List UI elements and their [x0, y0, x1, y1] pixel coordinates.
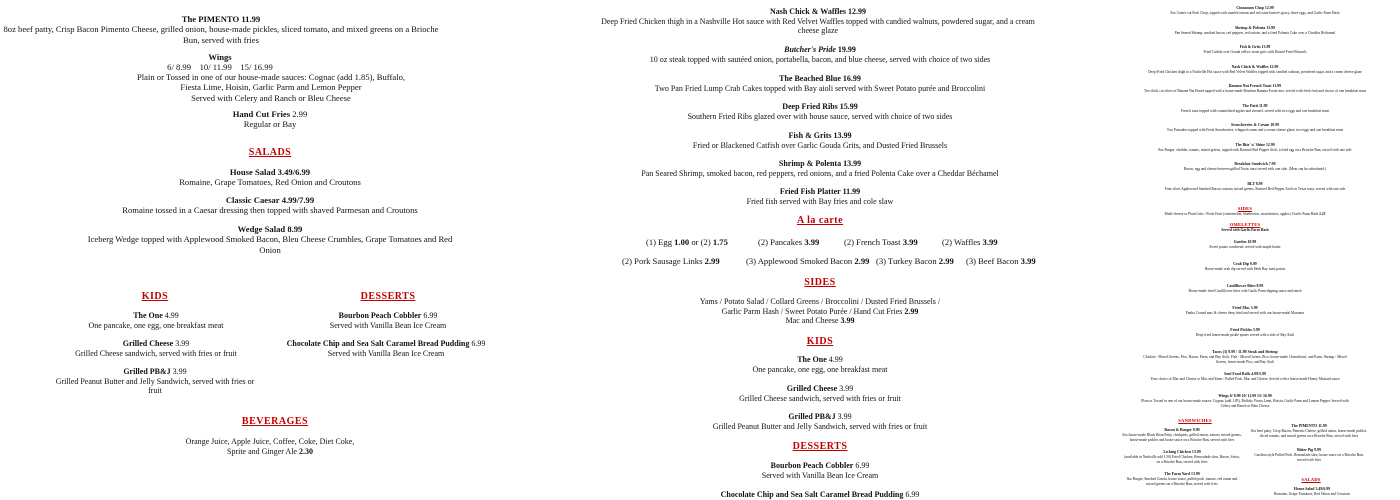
item-desc: Grilled Cheese sandwich, served with fries or fruit: [739, 393, 901, 403]
thumb-item-name: Fried Pickles: [1230, 328, 1252, 332]
item-name: Classic Caesar: [225, 195, 280, 205]
thumb-menu-item: [1140, 182, 1370, 192]
thumb-item-price: 11.99: [1272, 84, 1282, 88]
thumb-menu-item: [1140, 162, 1370, 172]
thumb-item-desc: Romaine, Grape Tomatoes, Red Onion and Croutons: [1274, 492, 1350, 496]
item-name: Wedge Salad: [237, 224, 286, 234]
item-price: 16.99: [842, 74, 861, 83]
thumb-item-desc: Bacon, egg and cheese between grilled Texas toast served with one side. (Meat can be substituted.): [1183, 167, 1327, 171]
thumb-item-price: 6/ 8.99 10/ 11.99 15/ 16.99: [1229, 394, 1272, 398]
section-header-sides: SIDES: [804, 277, 836, 288]
thumb-menu-item: [1140, 240, 1350, 250]
thumb-item-name: Wings: [1218, 394, 1229, 398]
thumb-item-name: Tacos (3): [1212, 350, 1228, 354]
thumb-item-desc: (available in Nashville add 1.50) Fried Chicken, Remoulade slaw, Bacon, Swiss, on a Brioche Bun, served with fries: [1124, 455, 1240, 464]
dessert-item-cobbler: [318, 311, 458, 330]
dessert-item-bread-pudding: [286, 339, 486, 358]
item-desc: Romaine, Grape Tomatoes, Red Onion and Croutons: [179, 177, 361, 188]
thumb-item-name: House Salad: [1293, 487, 1315, 491]
item-desc: One pancake, one egg, one breakfast meat: [752, 364, 888, 374]
item-price: 6.99: [471, 339, 486, 348]
thumb-item-desc: Pan Seared Shrimp, smoked bacon, red peppers, red onions, and a fried Polenta Cake over a Cheddar Béchamel: [1174, 30, 1336, 35]
thumb-item-name: Bacon & Burger: [1164, 428, 1192, 432]
item-desc: Romaine tossed in a Caesar dressing then topped with shaved Parmesan and Croutons: [122, 205, 418, 216]
item-price: 15.99: [839, 102, 858, 111]
item-name: The One: [133, 311, 163, 320]
section-header-beverages: BEVERAGES: [241, 416, 309, 427]
item-served: Served with Celery and Ranch or Bleu Cheese: [191, 92, 351, 103]
thumb-item-price: 9.99 / 11.99 Steak and Shrimp: [1228, 350, 1278, 354]
item-name: Shrimp & Polenta: [778, 159, 842, 168]
thumb-item-name: Shrimp & Polenta: [1234, 25, 1266, 30]
thumb-menu-item: [1140, 123, 1370, 133]
thumb-menu-item: [1140, 6, 1370, 16]
thumb-item-price: 5.99: [1250, 306, 1258, 310]
menu-item-house-salad: [160, 167, 380, 188]
item-name: Chocolate Chip and Sea Salt Caramel Bread Pudding: [720, 490, 904, 499]
right-sides-block: [1140, 206, 1350, 216]
section-header-desserts: DESSERTS: [360, 291, 416, 302]
thumb-item-name: Nash Chick & Waffles: [1231, 64, 1269, 69]
item-desc: One pancake, one egg, one breakfast meat: [88, 320, 224, 330]
thumb-item-price: 12.99: [1269, 64, 1279, 69]
alacarte-item-pork-sausage: [622, 256, 720, 266]
thumb-item-desc: 8oz beef patty, Crisp Bacon, Pimento Cheese, grilled onion, house-made pickles, sliced tomato, and mixed greens on a Brioche Bun, served with fries: [1250, 429, 1368, 438]
section-header-omelettes: OMELETTES: [1229, 222, 1261, 227]
dessert-item-bread-pudding: [680, 490, 960, 500]
item-name: Grilled PB&J: [123, 367, 171, 376]
alacarte-item-turkey-bacon: [876, 256, 954, 266]
item-label: (3) Turkey Bacon: [876, 256, 937, 266]
item-price: 4.99/7.99: [281, 195, 315, 205]
item-desc: Pan Seared Shrimp, smoked bacon, red peppers, red onions, and a fried Polenta Cake over a Cheddar Béchamel: [641, 168, 999, 178]
alacarte-item-french-toast: [844, 237, 918, 247]
item-price: 3.99: [804, 237, 820, 247]
item-desc: 8oz beef patty, Crisp Bacon Pimento Cheese, grilled onion, house-made pickles, sliced tomato, and mixed greens on a Brioche Bun, served with fries: [3, 24, 439, 45]
item-desc: Two Pan Fried Lump Crab Cakes topped with Bay aioli served with Sweet Potato purée and Broccolini: [654, 83, 986, 93]
thumb-menu-item: [1140, 84, 1370, 94]
item-label: (1) Egg: [646, 237, 673, 247]
item-desc: Iceberg Wedge topped with Applewood Smoked Bacon, Bleu Cheese Crumbles, Grape Tomatoes and Red Onion: [87, 234, 453, 255]
thumb-item-desc: House-made fried Cauliflower bites with Garlic Parm dipping sauce and ranch: [1188, 289, 1302, 293]
item-desc: Fried fish served with Bay fries and cole slaw: [746, 196, 894, 206]
menu-panel-left: [0, 0, 486, 500]
item-price: 11.99: [842, 187, 861, 196]
item-desc: Grilled Peanut Butter and Jelly Sandwich, served with fries or fruit: [712, 421, 928, 431]
kids-item-grilled-pbj: [50, 367, 260, 396]
thumb-item-price: 9.99: [1192, 428, 1200, 432]
item-price: 6.99: [905, 490, 920, 499]
item-desc: Plain or Tossed in one of our house-made sauces: Cognac (add 1.85), Buffalo, Fiesta Lime, Hoisin, Garlic Parm and Lemon Pepper: [136, 72, 406, 93]
item-price: 6.99: [855, 461, 870, 470]
thumb-item-price: 9.99: [1314, 448, 1321, 452]
item-price: 3.99: [1020, 256, 1036, 266]
thumb-item-price: 11.99: [1318, 424, 1327, 428]
item-desc: Served with Vanilla Bean Ice Cream: [327, 348, 445, 358]
thumb-menu-item: [1140, 143, 1370, 153]
alacarte-item-egg: [646, 237, 728, 247]
item-price: 3.99: [839, 384, 854, 393]
thumb-item-desc: Carolina style Pulled Pork, Remoulade slaw, house sauce on a Brioche Bun, served with fries: [1254, 453, 1364, 462]
kids-item-grilled-pbj: [700, 412, 940, 431]
kids-item-the-one: [740, 355, 900, 374]
thumb-item-desc: Plain or Tossed in one of our house-made sauces: Cognac (add 1.85), Buffalo, Fiesta Lime, Hoisin, Garlic Parm and Lemon Pepper. Served with Celery and Ranch or Bleu Cheese: [1141, 399, 1349, 408]
kids-item-the-one: [76, 311, 236, 330]
thumb-item-desc: Two Pancakes topped with Fresh Strawberries, whipped cream and a cream cheese glaze, two eggs and one breakfast meat: [1166, 128, 1344, 132]
menu-item-wings-desc: [126, 72, 416, 103]
item-desc: Deep Fried Chicken thigh in a Nashville Hot sauce with Red Velvet Waffles topped with candied walnuts, powdered sugar, and a cream cheese glaze: [601, 16, 1035, 36]
item-price: 6.99: [423, 311, 438, 320]
item-name: House Salad: [229, 167, 276, 177]
thumb-item-price: 13.99: [1261, 45, 1271, 49]
thumb-menu-item: [1256, 487, 1368, 497]
thumb-item-price: 5.99: [1252, 328, 1260, 332]
thumb-menu-item: [1140, 372, 1350, 382]
thumb-item-name: The PIMENTO: [1291, 424, 1318, 428]
item-name: Nash Chick & Waffles: [769, 7, 847, 16]
thumb-item-desc: Two thick cut slices of Banana Nut Bread topped with a house-made Bourbon Banana Foster mix, served with fresh fruit and choice of one breakfast meat: [1143, 89, 1367, 93]
menu-item-nash-chick: [600, 7, 1036, 36]
item-desc: Served with Vanilla Bean Ice Cream: [761, 470, 879, 480]
item-price: 4.99: [164, 311, 179, 320]
item-name: Bourbon Peach Cobbler: [338, 311, 422, 320]
thumb-menu-item: [1140, 306, 1350, 316]
item-name: Bourbon Peach Cobbler: [770, 461, 854, 470]
section-header-kids: KIDS: [806, 336, 834, 347]
item-name: The Beached Blue: [779, 74, 841, 83]
item-name: Grilled Cheese: [786, 384, 838, 393]
thumb-item-name: Garden: [1233, 240, 1247, 244]
thumb-item-name: The Bite 'n' Shine: [1235, 142, 1265, 147]
section-header-sides: SIDES: [1237, 206, 1253, 211]
item-price: 11.99: [241, 14, 261, 24]
thumb-item-desc: 8oz house-made Black Bean Patty, chickpeas, grilled onion, tomato, mixed greens, house-made pickles and house sauce on a Brioche Bun, served with fries: [1122, 433, 1242, 442]
alacarte-item-waffles: [942, 237, 998, 247]
thumb-menu-item: [1122, 428, 1242, 442]
item-label: (2) French Toast: [844, 237, 901, 247]
thumb-item-desc: Your choice of Mac and Cheese or Mac and Yams / Pulled Pork, Mac and Cheese, Served with a house-made Honey Mustard sauce: [1150, 377, 1340, 381]
item-prices: 6/ 8.99 10/ 11.99 15/ 16.99: [167, 62, 273, 73]
thumb-item-name: Fish & Grits: [1239, 45, 1261, 49]
thumb-item-desc: 8oz Burger, cheddar, tomato, mixed greens, topped with Roasted Red Pepper Aioli, a fried egg on a Brioche Bun, served with one side: [1158, 147, 1352, 152]
thumb-item-desc: House-made crab dip served with Herb Bay toast points: [1204, 267, 1286, 271]
thumb-menu-item: [1140, 26, 1370, 36]
sides-price: 2.25: [1319, 211, 1326, 216]
menu-item-fish-platter: [720, 187, 920, 206]
thumb-item-name: Crab Dip: [1233, 262, 1249, 266]
menu-panel-middle: [600, 0, 1060, 500]
thumb-item-price: 8.99: [1256, 284, 1264, 288]
item-name: Butcher's Pride: [784, 45, 836, 54]
thumb-item-price: 7.99: [1268, 162, 1276, 166]
thumb-item-price: 11.99: [1258, 103, 1268, 108]
thumb-menu-item: [1122, 450, 1242, 464]
item-price: 2.30: [298, 446, 313, 456]
section-header-sandwiches: SANDWICHES: [1178, 418, 1212, 423]
thumb-item-name: Banana Nut French Toast: [1228, 84, 1272, 88]
thumb-item-name: The Farm Yard: [1164, 472, 1191, 476]
item-name: Fish & Grits: [788, 131, 832, 140]
thumb-item-price: 4.99/5.99: [1251, 372, 1266, 376]
thumb-item-desc: 8oz Burger, Smoked Gouda, house sauce, pulled pork, tomato, red onion and mixed greens on a Brioche Bun, served with fries: [1126, 477, 1238, 486]
item-label: (2) Waffles: [942, 237, 981, 247]
thumb-item-desc: Deep fried house-made pickle spears served with a side of Bay Aioli: [1195, 333, 1295, 337]
thumb-menu-item: [1140, 45, 1370, 55]
item-desc: Regular or Bay: [243, 119, 297, 130]
item-label: (3) Applewood Smoked Bacon: [746, 256, 853, 266]
item-price: 3.99: [902, 237, 918, 247]
menu-panel-right-thumbnail: [1120, 0, 1370, 500]
item-price: 13.99: [843, 159, 862, 168]
item-label: (3) Beef Bacon: [966, 256, 1019, 266]
thumb-item-price: 13.99: [1191, 450, 1201, 454]
thumb-item-name: Bitter Pig: [1297, 448, 1314, 452]
thumb-menu-item: [1140, 350, 1350, 364]
thumb-item-price: 10.99: [1247, 240, 1257, 244]
thumb-item-desc: Deep Fried Chicken thigh in a Nashville Hot sauce with Red Velvet Waffles topped with candied walnuts, powdered sugar, and a cream cheese glaze: [1148, 69, 1362, 74]
item-desc: Grilled Peanut Butter and Jelly Sandwich, served with fries or fruit: [55, 376, 255, 396]
item-name: Fried Fish Platter: [779, 187, 841, 196]
item-name: Hand Cut Fries: [232, 109, 291, 119]
menu-item-caesar: [110, 195, 430, 216]
thumb-menu-item: [1140, 65, 1370, 75]
item-label: (2) Pancakes: [758, 237, 803, 247]
thumb-item-name: The Patti: [1242, 103, 1258, 108]
thumb-item-price: 8.99: [1255, 181, 1263, 186]
thumb-item-desc: Sweet potato cornbread, served with maple butter: [1209, 245, 1281, 249]
item-desc-2: Mac and Cheese: [785, 316, 839, 326]
thumb-item-name: Fried Mac: [1232, 306, 1250, 310]
thumb-item-desc: French toast topped with caramelized apples and streusel, served with two eggs and one breakfast meat: [1180, 108, 1330, 113]
thumb-item-price: 12.99: [1265, 142, 1275, 147]
thumb-item-desc: 8oz Center cut Pork Chop, topped with sautéed onions and red wine buerre's gravy, three eggs, and Garlic Parm Hash: [1170, 11, 1340, 15]
item-price: 3.99: [982, 237, 998, 247]
thumb-item-name: Cinnamon Chop: [1236, 6, 1264, 10]
thumb-item-price: 12.99: [1264, 6, 1274, 10]
thumb-item-name: Licking Chicken: [1163, 450, 1191, 454]
thumb-item-name: Strawberries & Cream: [1231, 123, 1270, 127]
item-name: The PIMENTO: [181, 14, 240, 24]
kids-item-grilled-cheese: [725, 384, 915, 403]
right-omelettes-block: [1140, 222, 1350, 232]
thumb-item-desc: Panko Coated mac & cheese deep fried and served with our house-made Marinara: [1185, 311, 1305, 315]
thumb-item-price: 9.99: [1249, 262, 1257, 266]
alacarte-item-pancakes: [758, 237, 819, 247]
item-name: Wings: [208, 52, 232, 62]
thumb-menu-item: [1250, 448, 1368, 462]
section-header-salads: SALADS: [248, 147, 292, 158]
thumb-menu-item: [1140, 284, 1350, 294]
item-price: 2.99: [292, 109, 308, 119]
thumb-item-desc: Four slices Applewood Smoked Bacon, tomato, mixed greens, Roasted Red Pepper Aioli on Texas toast, served with one side: [1164, 186, 1346, 191]
item-price: 2.99: [854, 256, 870, 266]
omelettes-note: Served with Garlic Parm Hash: [1221, 227, 1269, 232]
item-price: 12.99: [848, 7, 867, 16]
sides-desc: Multi-cheese or Plain Grits / Fresh Fruit (watermelon, blueberries, strawberries, apples) /Garlic Parm Hash: [1164, 211, 1319, 216]
menu-item-wedge: [80, 224, 460, 255]
item-price: 3.99: [172, 367, 187, 376]
kids-item-grilled-cheese: [66, 339, 246, 358]
item-desc: Served with Vanilla Bean Ice Cream: [329, 320, 447, 330]
item-name: The One: [797, 355, 827, 364]
item-desc: 10 oz steak topped with sautéed onion, portabella, bacon, and blue cheese, served with choice of two sides: [649, 54, 991, 64]
thumb-item-name: Breakfast Sandwich: [1234, 162, 1268, 166]
item-extra: or (2): [691, 237, 711, 247]
item-name: Grilled PB&J: [788, 412, 836, 421]
thumb-item-price: 3.49/6.99: [1315, 487, 1331, 491]
item-price: 1.00: [674, 237, 690, 247]
alacarte-item-beef-bacon: [966, 256, 1036, 266]
menu-item-butchers-pride: [640, 45, 1000, 64]
menu-item-shrimp-polenta: [630, 159, 1010, 178]
dessert-item-cobbler: [740, 461, 900, 480]
item-price: 4.99: [828, 355, 843, 364]
item-price-2: 3.99: [840, 316, 855, 326]
menu-item-handcut-fries: [170, 109, 370, 130]
item-label: (2) Pork Sausage Links: [622, 256, 703, 266]
section-header-desserts: DESSERTS: [792, 441, 848, 452]
thumb-menu-item: [1140, 262, 1350, 272]
item-price: 2.99: [704, 256, 720, 266]
item-price: 3.99: [175, 339, 190, 348]
thumb-item-price: 13.99: [1266, 25, 1275, 30]
thumb-menu-item: [1122, 472, 1242, 486]
item-desc: Fried or Blackened Catfish over Garlic Gouda Grits, and Dusted Fried Brussels: [692, 140, 948, 150]
thumb-item-price: 10.99: [1270, 123, 1279, 127]
item-name: Deep Fried Ribs: [782, 102, 838, 111]
item-price: 8.99: [287, 224, 303, 234]
section-header-kids: KIDS: [141, 291, 169, 302]
thumb-item-desc: Fried Catfish over Gouda yellow stone grits with Dusted Fried Brussels: [1203, 50, 1307, 54]
thumb-menu-item: [1250, 424, 1368, 438]
menu-item-fried-ribs: [670, 102, 970, 121]
item-name: Chocolate Chip and Sea Salt Caramel Bread Pudding: [286, 339, 470, 348]
beverages-item: [180, 437, 360, 456]
menu-item-pimento: [0, 14, 442, 45]
thumb-menu-item: [1140, 328, 1350, 338]
item-desc: Orange Juice, Apple Juice, Coffee, Coke, Diet Coke, Sprite and Ginger Ale: [185, 437, 355, 456]
thumb-item-name: Cauliflower Bites: [1226, 284, 1256, 288]
item-desc: Yams / Potato Salad / Collard Greens / Broccolini / Dusted Fried Brussels / Garlic Parm Hash / Sweet Potato Purée / Hand Cut Fries: [699, 297, 941, 316]
item-price-2: 1.75: [712, 237, 728, 247]
item-price: 2.99: [904, 306, 919, 316]
thumb-item-price: 13.99: [1191, 472, 1200, 476]
item-desc: Grilled Cheese sandwich, served with fries or fruit: [75, 348, 237, 358]
thumb-item-name: Soul Food Rolls: [1224, 372, 1251, 376]
menu-item-beached-blue: [640, 74, 1000, 93]
thumb-item-desc: Chicken - Mixed Greens, Pico, Bacon, Parm, and Bay Aioli. Fish - Mixed Greens, Pico, house-made Chimichurri, and Parm. Shrimp - Mixed Greens, house-made Pico, and Bay Aioli: [1143, 355, 1347, 364]
item-price: 3.99: [837, 412, 852, 421]
alacarte-item-applewood-bacon: [746, 256, 869, 266]
thumb-item-name: BLT: [1247, 181, 1255, 186]
item-price: 3.49/6.99: [277, 167, 311, 177]
item-desc: Southern Fried Ribs glazed over with house sauce, served with choice of two sides: [687, 111, 953, 121]
item-price: 2.99: [938, 256, 954, 266]
item-price: 13.99: [833, 131, 852, 140]
sides-list: [695, 297, 945, 326]
section-header-salads: SALADS: [1301, 477, 1321, 482]
menu-item-wings: [120, 52, 320, 73]
item-name: Grilled Cheese: [122, 339, 174, 348]
thumb-menu-item: [1140, 394, 1350, 408]
menu-item-fish-grits: [680, 131, 960, 150]
section-header-alacarte: A la carte: [796, 215, 844, 226]
thumb-menu-item: [1140, 104, 1370, 114]
item-price: 19.99: [837, 45, 856, 54]
